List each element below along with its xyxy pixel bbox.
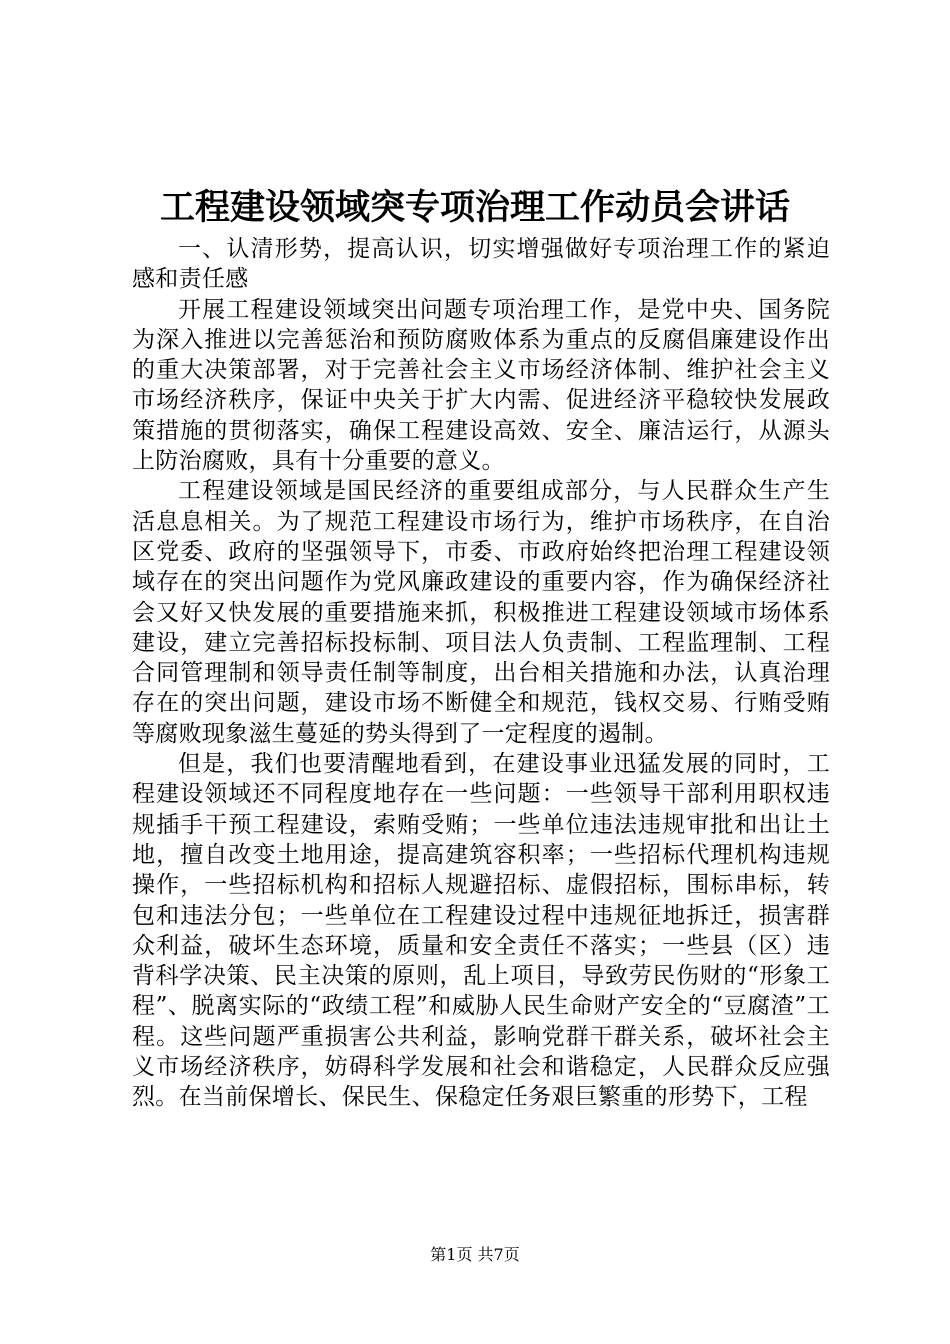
document-title: 工程建设领域突专项治理工作动员会讲话 [159, 187, 790, 228]
section-heading: 一、认清形势，提高认识，切实增强做好专项治理工作的紧迫感和责任感 [132, 236, 830, 293]
document-body [132, 234, 830, 1113]
body-paragraph: 工程建设领域是国民经济的重要组成部分，与人民群众生产生活息息相关。为了规范工程建设市场行为，维护市场秩序，在自治区党委、政府的坚强领导下，市委、市政府始终把治理工程建设领域存在的突出问题作为党风廉政建设的重要内容，作为确保经济社会又好又快发展的重要措施来抓，积极推进工程建设领域市场体系建设，建立完善招标投标制、项目法人负责制、工程监理制、工程合同管理制和领导责任制等制度，出台相关措施和办法，认真治理存在的突出问题，建设市场不断健全和规范，钱权交易、行贿受贿等腐败现象滋生蔓延的势头得到了一定程度的遏制。 [132, 478, 830, 747]
body-paragraph: 但是，我们也要清醒地看到，在建设事业迅猛发展的同时，工程建设领域还不同程度地存在一些问题：一些领导干部利用职权违规插手干预工程建设，索贿受贿；一些单位违法违规审批和出让土地，擅自改变土地用途，提高建筑容积率；一些招标代理机构违规操作，一些招标机构和招标人规避招标、虚假招标，围标串标，转包和违法分包；一些单位在工程建设过程中违规征地拆迁，损害群众利益，破坏生态环境，质量和安全责任不落实；一些县（区）违背科学决策、民主决策的原则，乱上项目，导致劳民伤财的“形象工程”、脱离实际的“政绩工程”和威胁人民生命财产安全的“豆腐渣”工程。这些问题严重损害公共利益，影响党群干群关系，破坏社会主义市场经济秩序，妨碍科学发展和社会和谐稳定，人民群众反应强烈。在当前保增长、保民生、保稳定任务艰巨繁重的形势下，工程 [132, 751, 830, 1111]
page-number-footer: 第1页 共7页 [430, 1245, 520, 1264]
body-paragraph: 开展工程建设领域突出问题专项治理工作，是党中央、国务院为深入推进以完善惩治和预防腐败体系为重点的反腐倡廉建设作出的重大决策部署，对于完善社会主义市场经济体制、维护社会主义市场经济秩序，保证中央关于扩大内需、促进经济平稳较快发展政策措施的贯彻落实，确保工程建设高效、安全、廉洁运行，从源头上防治腐败，具有十分重要的意义。 [132, 296, 830, 475]
